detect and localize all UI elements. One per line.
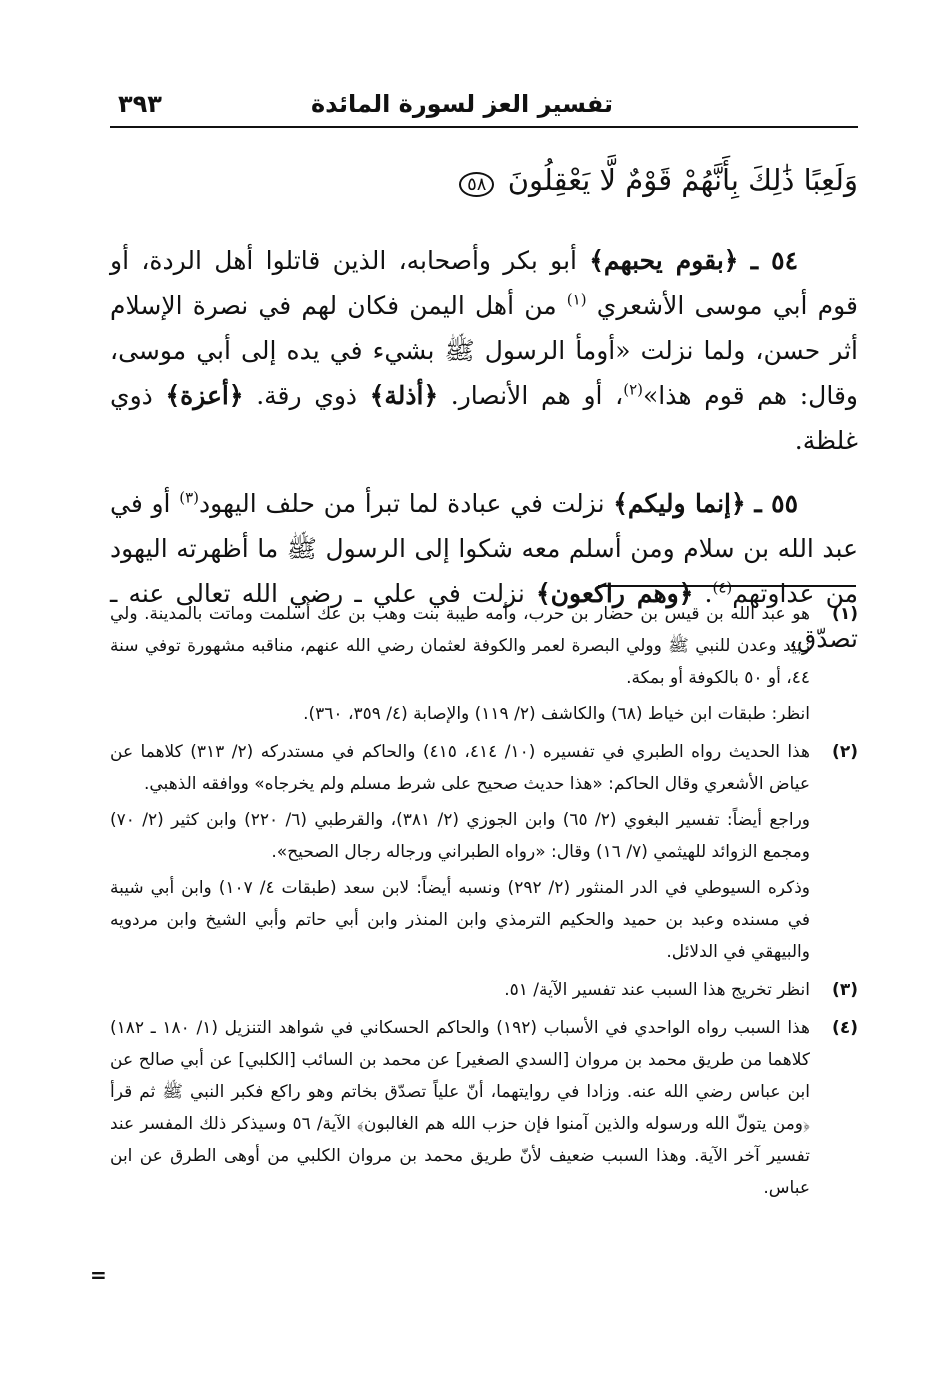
quoted-phrase: ﴿أعزة﴾ (165, 381, 244, 410)
footnote-number: (٢) (832, 742, 858, 762)
commentary-text: ، أو هم الأنصار. (438, 381, 624, 410)
commentary-text: من أهل اليمن فكان لهم في نصرة الإسلام أثر حسن، ولما نزلت «أومأ الرسول ﷺ بشيء في يده إلى أبي موسى، وقال: هم قوم هذا» (110, 291, 858, 410)
footnote-ref[interactable]: (٢) (623, 380, 643, 399)
commentary-paragraph-54 (110, 238, 858, 463)
quoted-phrase: ﴿أذلة﴾ (369, 381, 439, 410)
quran-verse-tail (110, 163, 858, 197)
commentary-text: أو في عبد الله بن سلام ومن أسلم معه شكوا إلى الرسول ﷺ ما أظهرته اليهود من عداوتهم (110, 489, 858, 608)
footnote-number: (١) (832, 604, 858, 624)
quoted-phrase: ﴿وهم راكعون﴾ (536, 579, 694, 608)
footnote-2 (110, 736, 858, 968)
footnote-number: (٣) (832, 980, 858, 1000)
footnote-text: انظر تخريج هذا السبب عند تفسير الآية/ ٥١. (504, 980, 810, 1000)
footnote-separator (598, 585, 856, 587)
running-title: تفسير العز لسورة المائدة (310, 90, 613, 118)
verse-number: ٥٤ ـ (750, 246, 798, 275)
verse-number-marker: ٥٨ (459, 172, 494, 197)
footnote-text: وذكره السيوطي في الدر المنثور (٢/ ٢٩٢) ونسبه أيضاً: لابن سعد (طبقات ٤/ ١٠٧) وابن أبي شيبة في مسنده وعبد بن حميد والحكيم الترمذي وابن المنذر وابن أبي حاتم وأبي الشيخ وابن مردويه والبيهقي في الدلائل. (110, 878, 810, 962)
footnote-ref[interactable]: (٤) (712, 578, 733, 597)
footnote-text: هذا الحديث رواه الطبري في تفسيره (١٠/ ٤١٤، ٤١٥) والحاكم في مستدركه (٢/ ٣١٣) كلاهما عن عياض الأشعري وقال الحاكم: «هذا حديث صحيح على شرط مسلم ولم يخرجاه» ووافقه الذهبي. (110, 742, 811, 794)
commentary-text: . (693, 579, 713, 608)
footnote-3 (110, 974, 858, 1006)
quoted-phrase: ﴿إنما وليكم﴾ (613, 489, 746, 518)
quoted-phrase: ﴿بقوم يحبهم﴾ (589, 246, 739, 275)
footnote-text: هذا السبب رواه الواحدي في الأسباب (١٩٢) والحاكم الحسكاني في شواهد التنزيل (١/ ١٨٠ ـ ١٨٢) كلاهما من طريق محمد بن مروان [السدي الصغير] عن محمد بن السائب [الكلبي] عن أبي صالح عن ابن عباس رضي الله عنه. وزادا في روايتهما، أنّ علياً تصدّق بخاتم وهو راكع فكبر النبي ﷺ ثم قرأ ﴿ومن يتولّ الله ورسوله والذين آمنوا فإن حزب الله هم الغالبون﴾ الآية/ ٥٦ وسيذكر ذلك المفسر عند تفسير آخر الآية. وهذا السبب ضعيف لأنّ طريق محمد بن مروان الكلبي من أوهى الطرق عن ابن عباس. (110, 1018, 810, 1198)
commentary-text: أبو بكر وأصحابه، الذين قاتلوا أهل الردة، أو قوم أبي موسى الأشعري (110, 246, 858, 320)
commentary-text: نزلت في عبادة لما تبرأ من حلف اليهود (199, 489, 614, 518)
footnote-ref[interactable]: (٣) (179, 488, 199, 507)
commentary-text: نزلت في علي ـ رضي الله تعالى عنه ـ تصدّق، (110, 579, 858, 653)
footnote-1 (110, 598, 858, 730)
commentary-text: ذوي غلظة. (110, 381, 858, 455)
footnote-4 (110, 1012, 858, 1204)
footnote-number: (٤) (832, 1018, 858, 1038)
footnote-text: انظر: طبقات ابن خياط (٦٨) والكاشف (٢/ ١١٩) والإصابة (٤/ ٣٥٩، ٣٦٠). (303, 704, 810, 724)
page-header (110, 88, 858, 128)
verse-number: ٥٥ ـ (754, 489, 798, 518)
verse-text: وَلَعِبًا ذَٰلِكَ بِأَنَّهُمْ قَوْمٌ لَّا يَعْقِلُونَ (507, 163, 858, 197)
page-number: ٣٩٣ (118, 90, 162, 118)
footnotes (110, 598, 858, 1210)
footnote-text: هو عبد الله بن قيس بن حضار بن حرب، وأمه طيبة بنت وهب بن عك أسلمت وماتت بالمدينة. ولي زبيد وعدن للنبي ﷺ وولي البصرة لعمر والكوفة لعثمان رضي الله عنهم، مناقبه مشهورة توفي سنة ٤٤، أو ٥٠ بالكوفة أو بمكة. (110, 604, 810, 688)
continuation-mark: = (90, 1263, 107, 1287)
footnote-text: وراجع أيضاً: تفسير البغوي (٢/ ٦٥) وابن الجوزي (٢/ ٣٨١)، والقرطبي (٦/ ٢٢٠) وابن كثير (٢/ ٧٠) ومجمع الزوائد للهيثمي (٧/ ١٦) وقال: «رواه الطبراني ورجاله رجال الصحيح». (110, 810, 811, 862)
commentary-text: ذوي رقة. (243, 381, 370, 410)
footnote-ref[interactable]: (١) (566, 290, 587, 309)
